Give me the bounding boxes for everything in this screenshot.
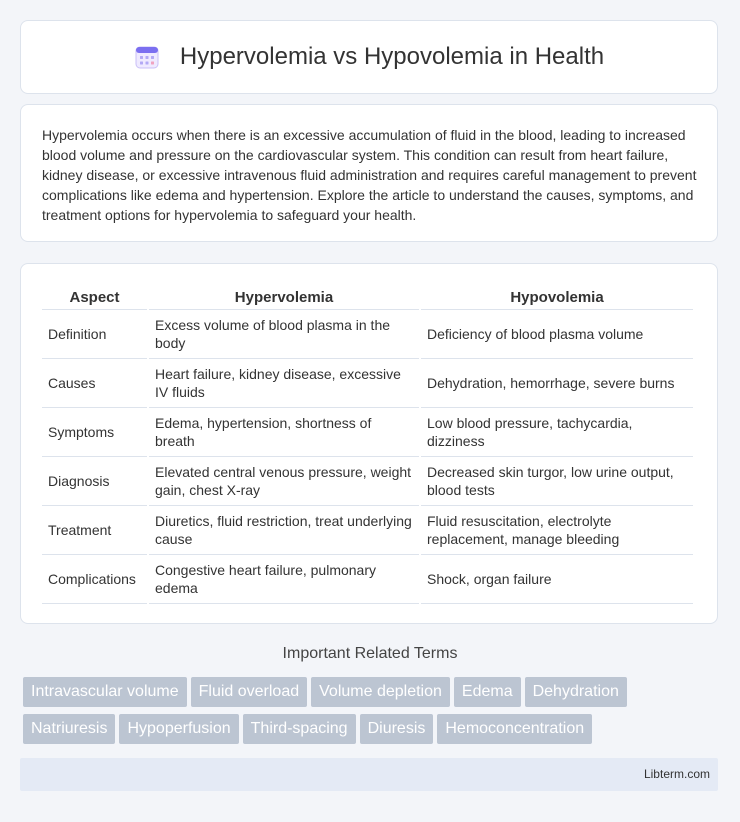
page-title: Hypervolemia vs Hypovolemia in Health <box>179 43 605 70</box>
related-term-tag[interactable]: Dehydration <box>525 677 627 707</box>
aspect-cell: Definition <box>42 310 147 359</box>
related-term-tag[interactable]: Diuresis <box>360 714 434 744</box>
intro-paragraph: Hypervolemia occurs when there is an excessive accumulation of fluid in the blood, leading to increased blood volume and pressure on the cardiovascular system. This condition can result from heart failure, kidney disease, or excessive intravenous fluid administration and requires careful management to prevent complications like edema and hypertension. Explore the article to understand the causes, symptoms, and treatment options for hypervolemia to safeguard your health. <box>42 127 697 223</box>
footer-brand-link[interactable]: Libterm.com <box>643 767 710 781</box>
footer-bar <box>20 758 718 791</box>
related-term-tag[interactable]: Third-spacing <box>243 714 356 744</box>
related-term-tag[interactable]: Fluid overload <box>191 677 308 707</box>
hypervolemia-cell: Heart failure, kidney disease, excessive IV fluids <box>149 359 419 408</box>
column-header-aspect: Aspect <box>42 284 147 310</box>
related-term-tag[interactable]: Hypoperfusion <box>119 714 238 744</box>
table-row <box>42 408 693 457</box>
hypervolemia-cell: Edema, hypertension, shortness of breath <box>149 408 419 457</box>
related-term-tag[interactable]: Intravascular volume <box>23 677 187 707</box>
related-terms-list <box>23 677 723 751</box>
table-row <box>42 506 693 555</box>
column-header-hypovolemia: Hypovolemia <box>421 284 693 310</box>
table-row <box>42 457 693 506</box>
intro-card <box>20 104 718 242</box>
aspect-cell: Symptoms <box>42 408 147 457</box>
related-term-tag[interactable]: Edema <box>454 677 521 707</box>
table-header-row <box>42 284 693 310</box>
related-terms-heading: Important Related Terms <box>282 645 458 662</box>
hypovolemia-cell: Low blood pressure, tachycardia, dizziness <box>421 408 693 457</box>
aspect-cell: Diagnosis <box>42 457 147 506</box>
hypovolemia-cell: Fluid resuscitation, electrolyte replacement, manage bleeding <box>421 506 693 555</box>
header-card <box>20 20 718 94</box>
column-header-hypervolemia: Hypervolemia <box>149 284 419 310</box>
table-row <box>42 359 693 408</box>
aspect-cell: Complications <box>42 555 147 604</box>
aspect-cell: Causes <box>42 359 147 408</box>
related-term-tag[interactable]: Natriuresis <box>23 714 115 744</box>
hypervolemia-cell: Congestive heart failure, pulmonary edema <box>149 555 419 604</box>
hypervolemia-cell: Excess volume of blood plasma in the body <box>149 310 419 359</box>
hypovolemia-cell: Deficiency of blood plasma volume <box>421 310 693 359</box>
hypovolemia-cell: Shock, organ failure <box>421 555 693 604</box>
table-row <box>42 555 693 604</box>
related-term-tag[interactable]: Volume depletion <box>311 677 450 707</box>
aspect-cell: Treatment <box>42 506 147 555</box>
related-term-tag[interactable]: Hemoconcentration <box>437 714 592 744</box>
hypervolemia-cell: Diuretics, fluid restriction, treat underlying cause <box>149 506 419 555</box>
comparison-table-card <box>20 263 718 624</box>
hypervolemia-cell: Elevated central venous pressure, weight gain, chest X-ray <box>149 457 419 506</box>
table-row <box>42 310 693 359</box>
comparison-table <box>40 284 695 604</box>
calendar-icon <box>134 44 160 70</box>
hypovolemia-cell: Dehydration, hemorrhage, severe burns <box>421 359 693 408</box>
hypovolemia-cell: Decreased skin turgor, low urine output, blood tests <box>421 457 693 506</box>
